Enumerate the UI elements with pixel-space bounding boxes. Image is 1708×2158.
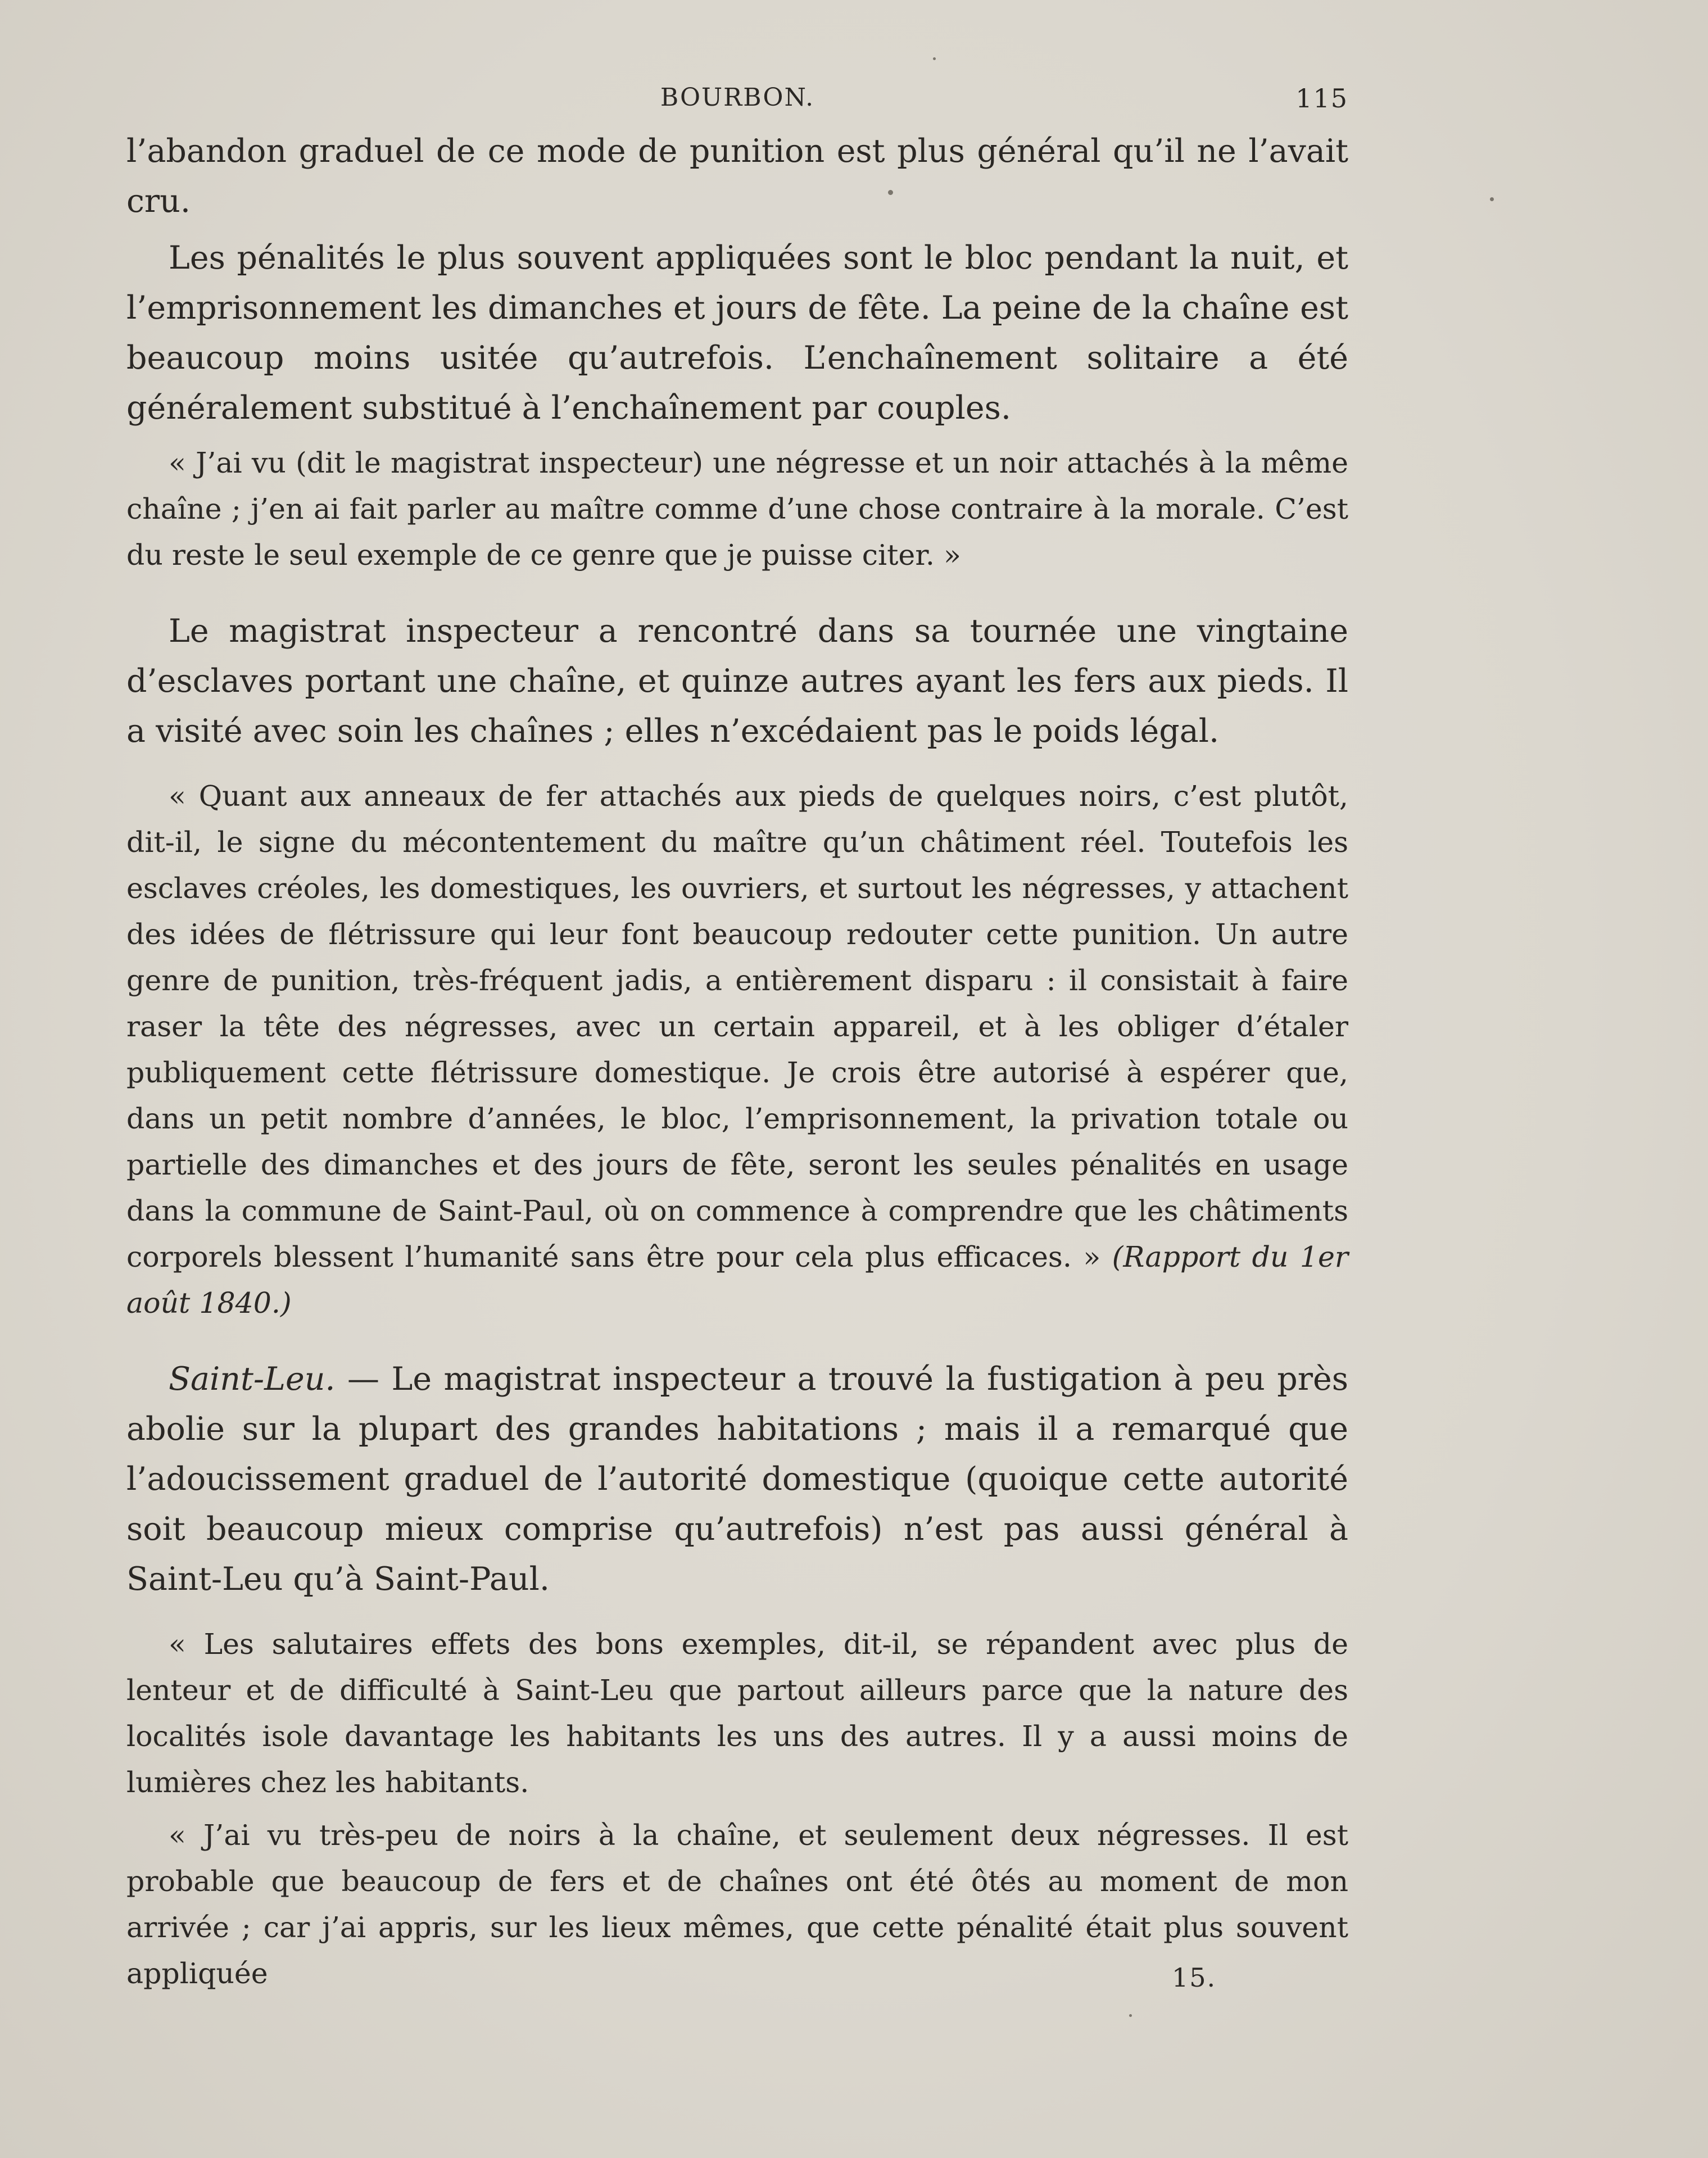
quote-iron-rings-text: « Quant aux anneaux de fer attachés aux pieds de quelques noirs, c’est plutôt, dit-il, le signe du mécontentement du maître qu’un châtiment réel. Toutefois les esclaves créoles, les domestiques, les ouvriers, et surtout les négresses, y attachent des idées de flétrissure qui leur font beaucoup redouter cette punition. Un autre genre de punition, très-fréquent jadis, a entièrement disparu : il consistait à faire raser la tête des négresses, avec un certain appareil, et à les obliger d’étaler publiquement cette flétrissure domestique. Je crois être autorisé à espérer que, dans un petit nombre d’années, le bloc, l’emprisonnement, la privation totale ou partielle des dimanches et des jours de fête, seront les seules pénalités en usage dans la commune de Saint-Paul, où on commence à comprendre que les châtiments corporels blessent l’humanité sans être pour cela plus efficaces. » bbox=[126, 779, 1348, 1273]
quote-good-examples: « Les salutaires effets des bons exemples, dit-il, se répandent avec plus de lenteur et de difficulté à Saint-Leu que partout ailleurs parce que la nature des localités isole davantage les habitants les uns des autres. Il y a aussi moins de lumières chez les habitants. bbox=[126, 1627, 1348, 1799]
paragraph-tour: Le magistrat inspecteur a rencontré dans sa tournée une vingtaine d’esclaves portant une chaîne, et quinze autres ayant les fers aux pieds. Il a visité avec soin les chaînes ; elles n’excédaient pas le poids légal. bbox=[126, 613, 1348, 750]
signature-mark: 15. bbox=[1172, 1962, 1217, 1993]
paper-speck bbox=[888, 190, 893, 195]
paragraph-saint-leu bbox=[126, 1354, 1348, 1604]
paragraph-saint-leu-text: — Le magistrat inspecteur a trouvé la fustigation à peu près abolie sur la plupart des grandes habitations ; mais il a remarqué que l’adoucissement graduel de l’autorité domestique (quoique cette autorité soit beaucoup mieux comprise qu’autrefois) n’est pas aussi général à Saint-Leu qu’à Saint-Paul. bbox=[126, 1361, 1348, 1598]
paper-speck bbox=[933, 57, 936, 60]
paper-speck bbox=[1490, 197, 1494, 201]
quote-chain-couple: « J’ai vu (dit le magistrat inspecteur) une négresse et un noir attachés à la même chaîne ; j’en ai fait parler au maître comme d’une chose contraire à la morale. C’est du reste le seul exemple de ce genre que je puisse citer. » bbox=[126, 446, 1348, 572]
paragraph-penalties: Les pénalités le plus souvent appliquées sont le bloc pendant la nuit, et l’emprisonnement les dimanches et jours de fête. La peine de la chaîne est beaucoup moins usitée qu’autrefois. L’enchaînement solitaire a été généralement substitué à l’enchaînement par couples. bbox=[126, 239, 1348, 427]
running-title: BOURBON. bbox=[660, 83, 815, 112]
page-header bbox=[126, 79, 1348, 118]
paper-speck bbox=[1129, 2014, 1132, 2017]
quote-iron-rings bbox=[126, 773, 1348, 1326]
quote-few-chained: « J’ai vu très-peu de noirs à la chaîne, et seulement deux négresses. Il est probable que beaucoup de fers et de chaînes ont été ôtés au moment de mon arrivée ; car j’ai appris, sur les lieux mêmes, que cette pénalité était plus souvent appliquée bbox=[126, 1819, 1348, 1990]
body-text bbox=[126, 126, 1348, 1997]
paragraph-continuation: l’abandon graduel de ce mode de punition est plus général qu’il ne l’avait cru. bbox=[126, 133, 1348, 220]
report-citation: (Rapport du 1er août 1840.) bbox=[126, 1240, 1348, 1320]
page-number: 115 bbox=[1295, 83, 1348, 114]
place-name: Saint-Leu. bbox=[169, 1361, 336, 1398]
